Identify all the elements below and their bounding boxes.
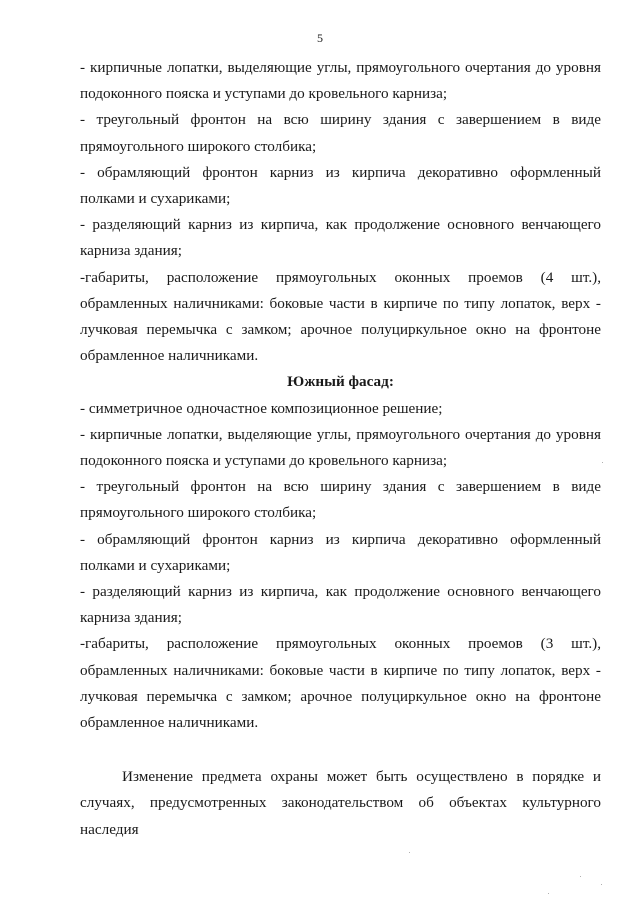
scan-speck (580, 876, 581, 877)
feature-item-brick-pilasters: - кирпичные лопатки, выделяющие углы, прямоугольного очертания до уровня подоконного пояска и уступами до кровельного карниза; (80, 425, 601, 470)
feature-item-triangular-pediment: - треугольный фронтон на всю ширину здания с завершением в виде прямоугольного широкого столбика; (80, 111, 601, 155)
feature-item-composition: - симметричное одночастное композиционное решение; (80, 399, 443, 417)
feature-item-triangular-pediment: - треугольный фронтон на всю ширину здания с завершением в виде прямоугольного широкого столбика; (80, 478, 601, 522)
scan-speck (602, 462, 603, 463)
scan-speck (601, 884, 602, 885)
scan-speck (548, 893, 549, 894)
closing-paragraph: Изменение предмета охраны может быть осуществлено в порядке и случаях, предусмотренных законодательством об объектах культурного наследия (80, 768, 601, 838)
section-heading-south-facade: Южный фасад: (287, 373, 394, 391)
paragraph-spacer (80, 736, 601, 764)
feature-item-dividing-cornice: - разделяющий карниз из кирпича, как продолжение основного венчающего карниза здания; (80, 583, 601, 627)
document-body (80, 55, 601, 843)
feature-item-window-openings: -габариты, расположение прямоугольных оконных проемов (3 шт.), обрамленных наличниками: боковые части в кирпиче по типу лопаток, верх - лучковая перемычка с замком; арочное полуциркульное окно на фронтоне обрамленное наличниками. (80, 635, 601, 732)
south-facade-section (80, 369, 601, 736)
scan-speck (409, 852, 410, 853)
feature-item-framing-cornice: - обрамляющий фронтон карниз из кирпича декоративно оформленный полками и сухариками; (80, 530, 601, 574)
page-number: 5 (317, 31, 323, 45)
preceding-facade-features (80, 55, 601, 369)
feature-item-window-openings: -габариты, расположение прямоугольных оконных проемов (4 шт.), обрамленных наличниками: боковые части в кирпиче по типу лопаток, верх - лучковая перемычка с замком; арочное полуциркульное окно на фронтоне обрамленное наличниками. (80, 268, 601, 365)
feature-item-dividing-cornice: - разделяющий карниз из кирпича, как продолжение основного венчающего карниза здания; (80, 216, 601, 260)
feature-item-brick-pilasters: - кирпичные лопатки, выделяющие углы, прямоугольного очертания до уровня подоконного пояска и уступами до кровельного карниза; (80, 59, 601, 103)
feature-item-framing-cornice: - обрамляющий фронтон карниз из кирпича декоративно оформленный полками и сухариками; (80, 163, 601, 208)
